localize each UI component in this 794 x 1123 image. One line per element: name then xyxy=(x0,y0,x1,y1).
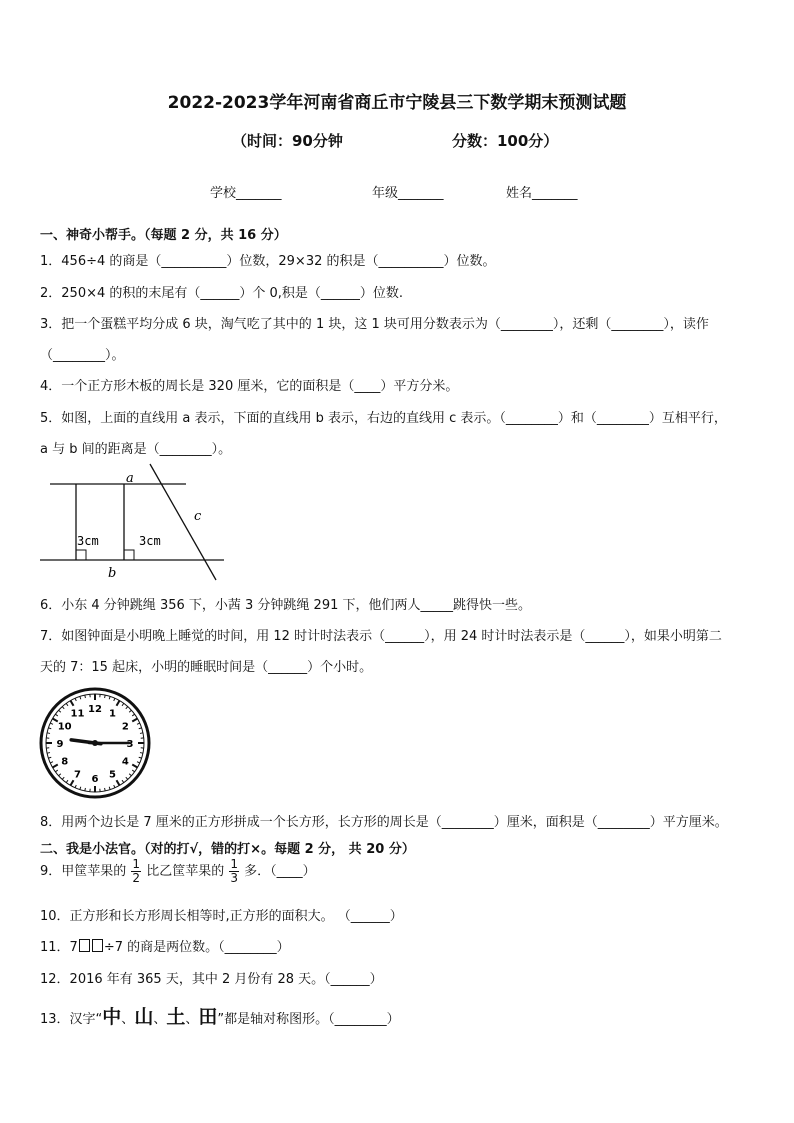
school-field: 学校_______ xyxy=(210,186,282,201)
clock-number: 12 xyxy=(88,704,102,715)
question-5-line-2: a 与 b 间的距离是（________）。 xyxy=(40,442,232,457)
question-4: 4．一个正方形木板的周长是 320 厘米，它的面积是（____）平方分米。 xyxy=(40,379,459,394)
clock-number: 11 xyxy=(70,708,85,720)
q9-prefix: 9．甲筐苹果的 xyxy=(40,864,127,879)
question-9 xyxy=(40,858,316,885)
clock-center-pin xyxy=(92,740,98,746)
char-tu: 土 xyxy=(166,1006,186,1028)
fraction-denominator: 2 xyxy=(132,871,141,885)
q13-suffix: ”都是轴对称图形。（________） xyxy=(217,1012,400,1027)
separator: 、 xyxy=(121,1012,135,1027)
clock-tick xyxy=(47,733,50,734)
clock-number: 9 xyxy=(56,739,64,750)
clock-tick xyxy=(85,788,86,791)
question-11 xyxy=(40,936,290,955)
question-13 xyxy=(40,1002,400,1029)
clock-number: 10 xyxy=(57,721,72,733)
q13-prefix: 13．汉字“ xyxy=(40,1012,103,1027)
blank-box xyxy=(92,939,103,952)
question-6: 6．小东 4 分钟跳绳 356 下，小茜 3 分钟跳绳 291 下，他们两人_____跳得快一些。 xyxy=(40,598,531,613)
separator: 、 xyxy=(153,1012,167,1027)
separator: 、 xyxy=(185,1012,199,1027)
fraction-one-third xyxy=(229,858,239,885)
clock-face xyxy=(38,686,152,800)
fraction-one-half xyxy=(131,858,141,885)
distance-right-label: 3cm xyxy=(139,534,161,548)
clock-number: 1 xyxy=(109,708,116,720)
section-2-heading: 二、我是小法官。（对的打√，错的打×。每题 2 分， 共 20 分） xyxy=(40,842,415,857)
clock-number: 2 xyxy=(121,721,129,733)
right-angle-right xyxy=(124,550,134,560)
question-5-line-1: 5．如图，上面的直线用 a 表示，下面的直线用 b 表示，右边的直线用 c 表示。（________）和（________）互相平行， xyxy=(40,411,727,426)
clock-tick xyxy=(140,753,143,754)
page-title: 2022-2023学年河南省商丘市宁陵县三下数学期末预测试题 xyxy=(167,93,627,113)
question-3-line-2: （________）。 xyxy=(40,348,125,363)
label-b: b xyxy=(108,566,117,581)
question-7-line-1: 7．如图钟面是小明晚上睡觉的时间，用 12 时计时法表示（______），用 24 时计时法表示是（______），如果小明第二 xyxy=(40,629,722,644)
question-8: 8．用两个边长是 7 厘米的正方形拼成一个长方形，长方形的周长是（________）厘米，面积是（________）平方厘米。 xyxy=(40,815,728,830)
grade-field: 年级_______ xyxy=(372,186,444,201)
fraction-denominator: 3 xyxy=(230,871,238,885)
parallel-lines-figure xyxy=(38,460,228,585)
distance-left-label: 3cm xyxy=(77,534,99,548)
time-label: （时间：90分钟 xyxy=(232,132,343,150)
name-field: 姓名_______ xyxy=(506,186,578,201)
q9-suffix: 多．（____） xyxy=(244,864,316,879)
clock-tick xyxy=(47,753,50,754)
question-2: 2．250×4 的积的末尾有（______）个 0,积是（______）位数. xyxy=(40,286,404,301)
q9-middle: 比乙筐苹果的 xyxy=(146,864,225,879)
score-label: 分数：100分） xyxy=(452,132,559,150)
fraction-numerator: 1 xyxy=(230,857,238,871)
char-tian: 田 xyxy=(198,1006,218,1028)
fraction-numerator: 1 xyxy=(132,857,141,871)
question-1: 1．456÷4 的商是（__________）位数，29×32 的积是（__________）位数。 xyxy=(40,254,496,269)
section-1-heading: 一、神奇小帮手。（每题 2 分，共 16 分） xyxy=(40,228,287,243)
clock-number: 3 xyxy=(126,739,134,750)
q11-suffix: ÷7 的商是两位数。（________） xyxy=(103,940,290,955)
clock-tick xyxy=(105,788,106,791)
char-shan: 山 xyxy=(134,1006,154,1028)
blank-box xyxy=(79,939,90,952)
clock-tick xyxy=(140,733,143,734)
clock-tick xyxy=(105,695,106,698)
label-c: c xyxy=(194,509,202,524)
clock-number: 5 xyxy=(109,769,116,781)
clock-number: 7 xyxy=(74,769,81,781)
char-zhong: 中 xyxy=(102,1006,122,1028)
question-3-line-1: 3．把一个蛋糕平均分成 6 块，淘气吃了其中的 1 块，这 1 块可用分数表示为（________），还剩（________），读作 xyxy=(40,317,709,332)
clock-number: 6 xyxy=(91,774,99,785)
clock-tick xyxy=(85,695,86,698)
clock-number: 4 xyxy=(121,756,129,768)
line-c xyxy=(150,464,216,580)
q11-prefix: 11．7 xyxy=(40,940,78,955)
clock-number: 8 xyxy=(61,756,69,768)
question-7-line-2: 天的 7：15 起床，小明的睡眠时间是（______）个小时。 xyxy=(40,660,373,675)
question-12: 12．2016 年有 365 天，其中 2 月份有 28 天。（______） xyxy=(40,972,383,987)
question-10: 10．正方形和长方形周长相等时,正方形的面积大。 （______） xyxy=(40,909,403,924)
right-angle-left xyxy=(76,550,86,560)
label-a: a xyxy=(126,471,134,486)
